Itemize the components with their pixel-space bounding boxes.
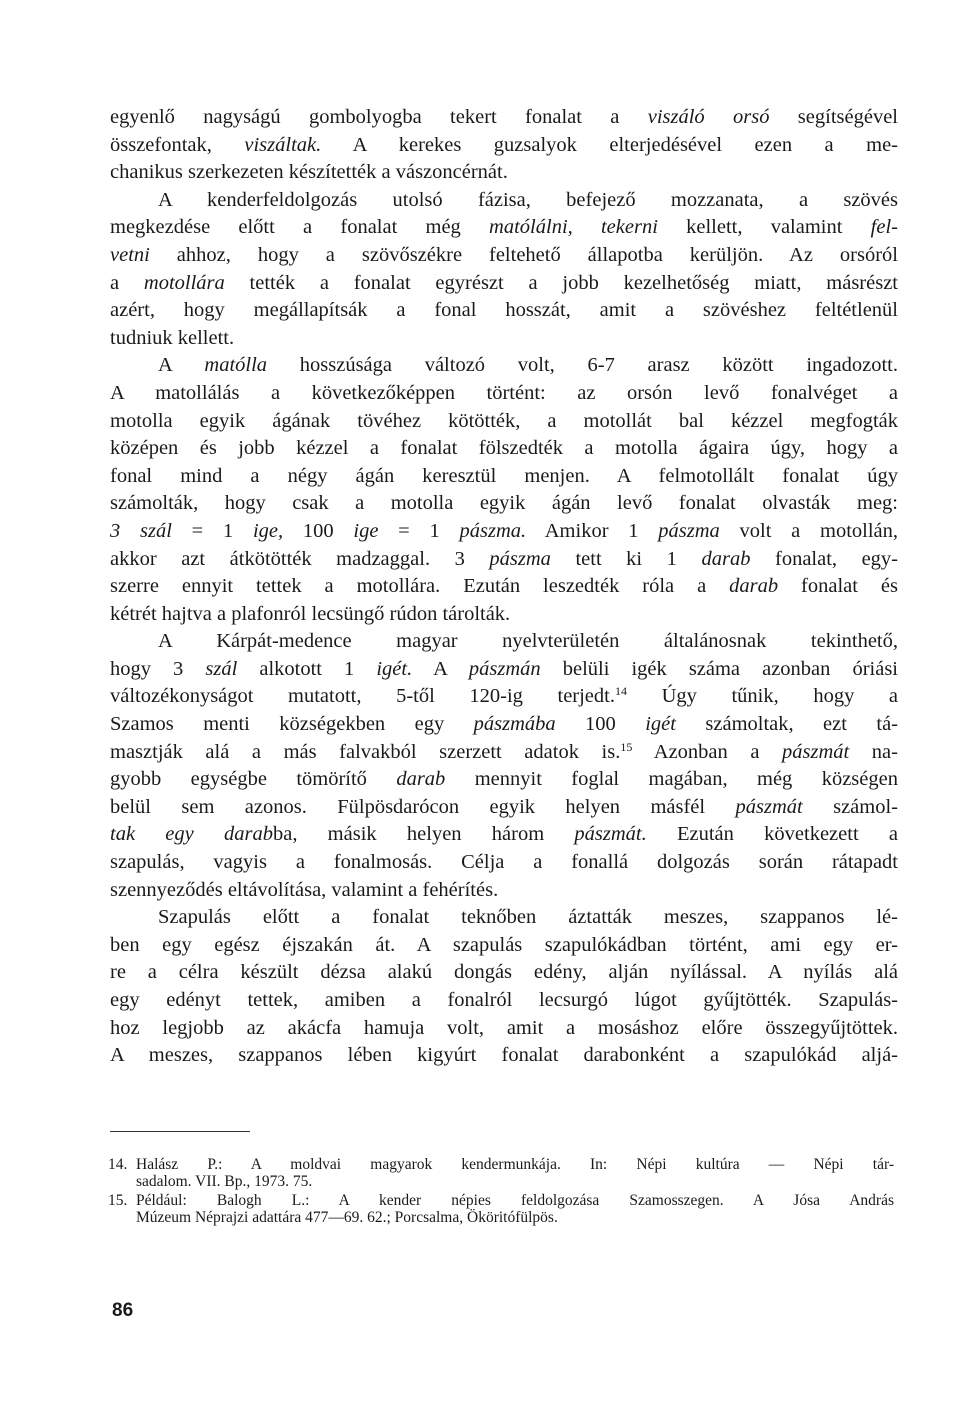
text-line [110,573,898,601]
text-run: 100 [283,519,354,542]
body-text [110,104,898,1070]
text-line [110,187,898,215]
text-run: gyobb egységbe tömörítő [110,768,397,791]
text-run: ben egy egész éjszakán át. A szapulás szapulókádban történt, ami egy er- [110,933,898,956]
text-line [110,849,898,877]
text-run: számol- [802,795,898,818]
text-line [110,877,898,905]
text-run: pászmát [735,795,803,818]
text-run: viszáltak. [244,133,322,156]
text-run: A [158,354,205,377]
text-run: ahhoz, hogy a szövőszékre feltehető állapotba kerüljön. Az orsóról [149,243,898,266]
footnote-number: 14. [108,1156,128,1173]
text-line [110,656,898,684]
text-run: belüli igék száma azonban óriási [540,657,898,680]
text-run: motolla egyik ágának tövéhez kötötték, a motollát bal kézzel megfogták [110,409,898,432]
text-run: mennyit foglal magában, még községen [445,768,898,791]
text-run: szál [205,657,238,680]
text-run: chanikus szerkezeten készítették a vászoncérnát. [110,161,508,184]
text-line [110,159,898,187]
text-line [110,1042,898,1070]
text-run: pászmát [782,740,850,763]
text-run: volt a motollán, [719,519,899,542]
text-line [110,959,898,987]
footnote-item [108,1156,894,1190]
text-line [110,408,898,436]
text-line [110,297,898,325]
text-line [110,601,898,629]
text-run: szerre ennyit tettek a motollára. Ezután leszedték róla a [110,575,730,598]
text-line [110,766,898,794]
text-run: pászmába [473,713,556,736]
text-run: Úgy tűnik, hogy a [626,685,898,708]
text-run: fonal mind a négy ágán keresztül menjen. A felmotollált fonalat úgy [110,464,898,487]
text-line [110,214,898,242]
text-run: darab [396,768,446,791]
text-run: fel- [870,216,898,239]
text-run: pászma [658,519,720,542]
text-run: vetni [110,243,150,266]
text-run: Ezután következett a [646,823,898,846]
page-number: 86 [112,1300,134,1321]
text-run: megkezdése előtt a fonalat még [110,216,490,239]
text-run: na- [849,740,898,763]
footnote-line: sadalom. VII. Bp., 1973. 75. [136,1173,313,1190]
footnote-line: Halász P.: A moldvai magyarok kendermunkája. In: Népi kultúra — Népi tár- [136,1156,894,1173]
text-run: fonalat és [778,575,898,598]
text-run: kellett, valamint [657,216,871,239]
text-run: egyenlő nagyságú gombolyogba tekert fonalat a [110,106,648,128]
text-run: tak egy darab [110,823,273,846]
text-line [110,932,898,960]
text-run: belül sem azonos. Fülpösdarócon egyik helyen másfél [110,795,736,818]
text-run: tették a fonalat egyrészt a jobb kezelhetőség miatt, másrészt [224,271,898,294]
text-run: fonalat, egy- [750,547,898,570]
text-run: darab [701,547,751,570]
footnotes [108,1156,894,1228]
text-line [110,435,898,463]
footnote-item [108,1192,894,1226]
text-run: kétrét hajtva a plafonról lecsüngő rúdon tárolták. [110,602,511,625]
text-line [110,628,898,656]
text-run: azért, hogy megállapítsák a fonal hosszát, amit a szövéshez feltétlenül [110,299,898,322]
text-run: akkor azt átkötötték madzaggal. 3 [110,547,490,570]
text-run: ige [353,519,379,542]
text-run: hogy 3 [110,657,206,680]
text-run: a [110,271,144,294]
text-run: ige, [252,519,284,542]
text-line [110,463,898,491]
text-run: pászmát. [574,823,647,846]
footnote-ref: 15 [620,739,633,754]
footnote-line: Múzeum Néprajzi adattára 477—69. 62.; Porcsalma, Ököritófülpös. [136,1209,558,1226]
text-run: re a célra készült dézsa alakú dongás edény, alján nyílással. A nyílás alá [110,961,898,984]
text-run: Szapulás előtt a fonalat teknőben áztatták meszes, szappanos lé- [158,906,898,929]
text-run: A kenderfeldolgozás utolsó fázisa, befejező mozzanata, a szövés [158,188,898,211]
text-run: matólálni, tekerni [489,216,658,239]
footnote-line: Például: Balogh L.: A kender népies feldolgozása Szamosszegen. A Jósa András [136,1192,894,1209]
text-run: 100 [555,713,646,736]
text-run: A kerekes guzsalyok elterjedésével ezen a me- [321,133,898,156]
text-run: A matollálás a következőképpen történt: az orsón levő fonalvéget a [110,381,898,404]
text-run: matólla [204,354,268,377]
text-run: igét [645,713,676,736]
text-line [110,1015,898,1043]
text-run: Szamos menti községekben egy [110,713,474,736]
text-run: ba, másik helyen három [272,823,575,846]
text-run: pászma [489,547,551,570]
text-run: darab [729,575,779,598]
text-run: hosszúsága változó volt, 6-7 arasz között ingadozott. [267,354,898,377]
footnote-separator [110,1131,250,1132]
text-run: szapulás, vagyis a fonalmosás. Célja a fonallá dolgozás során rátapadt [110,851,898,874]
text-run: egy edényt tettek, amiben a fonalról lecsurgó lúgot gyűjtötték. Szapulás- [110,989,898,1011]
text-line [110,546,898,574]
text-line [110,490,898,518]
text-run: változékonyságot mutatott, 5-től 120-ig terjedt. [110,685,615,708]
text-run: hoz legjobb az akácfa hamuja volt, amit a mosáshoz előre összegyűjtöttek. [110,1016,898,1039]
text-line [110,739,898,767]
text-line [110,242,898,270]
text-run: A meszes, szappanos lében kigyúrt fonalat darabonként a szapulókád aljá- [110,1044,898,1067]
text-run: = 1 [171,519,253,542]
text-line [110,518,898,546]
text-line [110,104,898,132]
footnote-number: 15. [108,1192,128,1209]
text-line [110,794,898,822]
text-line [110,132,898,160]
text-line [110,352,898,380]
text-run: segítségével [769,106,898,128]
text-line [110,711,898,739]
text-run: tudniuk kellett. [110,326,235,349]
text-run: számoltak, ezt tá- [675,713,898,736]
text-line [110,380,898,408]
text-run: A [412,657,469,680]
text-line [110,325,898,353]
text-line [110,904,898,932]
footnote-ref: 14 [614,684,627,699]
text-run: motollára [143,271,225,294]
text-run: Azonban a [632,740,783,763]
text-run: pászmán [468,657,541,680]
text-run: középen és jobb kézzel a fonalat fölszedték a motolla ágaira úgy, hogy a [110,437,898,460]
text-run: szennyeződés eltávolítása, valamint a fehérítés. [110,878,499,901]
text-line [110,821,898,849]
text-run: = 1 [378,519,460,542]
text-run: összefontak, [110,133,245,156]
text-run: A Kárpát-medence magyar nyelvterületén általánosnak tekinthető, [158,630,898,653]
text-run: pászma. [459,519,527,542]
text-line [110,683,898,711]
text-run: alkotott 1 [237,657,377,680]
text-line [110,987,898,1015]
text-run: viszáló orsó [647,106,770,128]
text-run: masztják alá a más falvakból szerzett adatok is. [110,740,621,763]
text-run: igét. [376,657,413,680]
text-run: 3 szál [110,519,172,542]
text-run: Amikor 1 [526,519,659,542]
text-line [110,270,898,298]
text-run: tett ki 1 [550,547,702,570]
text-run: számolták, hogy csak a motolla egyik ágán levő fonalat olvasták meg: [110,492,898,515]
